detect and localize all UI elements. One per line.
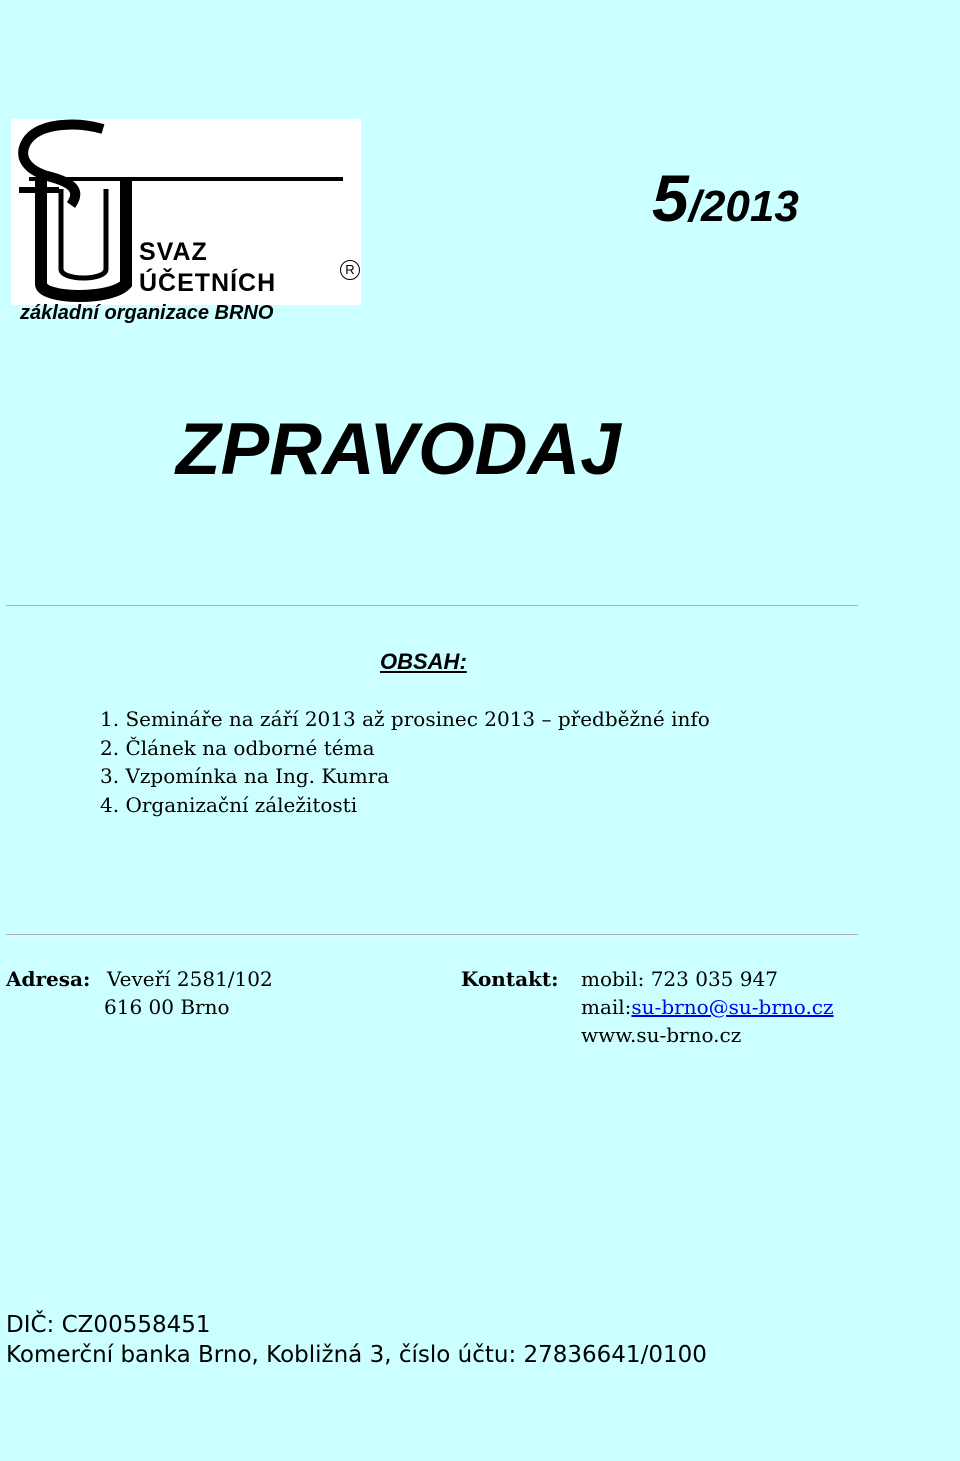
registered-mark-icon: R [340,260,360,280]
address-label: Adresa: [6,967,91,991]
contact-phone: mobil: 723 035 947 [581,967,778,991]
email-link[interactable]: su-brno@su-brno.cz [631,995,834,1019]
divider [6,934,858,935]
logo-subtitle: základní organizace BRNO [20,302,274,324]
issue-number-value: 5 [652,161,689,235]
contact-mail [581,993,834,1021]
logo-text-svaz: SVAZ [139,238,208,266]
monogram-bar [19,187,59,193]
website-link[interactable]: www.su-brno.cz [581,1023,742,1047]
contents-item: 3. Vzpomínka na Ing. Kumra [100,764,390,788]
contents-list [100,705,710,819]
divider [6,605,858,606]
contents-heading: OBSAH: [380,649,467,674]
logo-text-ucetnich: ÚČETNÍCH [139,269,277,297]
contents-item: 4. Organizační záležitosti [100,792,358,817]
issue-number [652,161,799,235]
page-title: ZPRAVODAJ [176,409,621,490]
logo-top-rule [29,177,343,181]
mail-prefix: mail: [581,995,632,1019]
contents-item: 1. Semináře na září 2013 až prosinec 2013 – předběžné info [100,707,710,731]
address-city: 616 00 Brno [104,995,230,1019]
organization-logo [11,119,361,305]
contact-label: Kontakt: [461,967,559,991]
issue-year: /2013 [688,182,799,231]
address-street: Veveří 2581/102 [107,967,273,991]
contents-item: 2. Článek na odborné téma [100,735,375,760]
bank-details: Komerční banka Brno, Kobližná 3, číslo účtu: 27836641/0100 [6,1342,707,1368]
vat-id: DIČ: CZ00558451 [6,1312,211,1338]
